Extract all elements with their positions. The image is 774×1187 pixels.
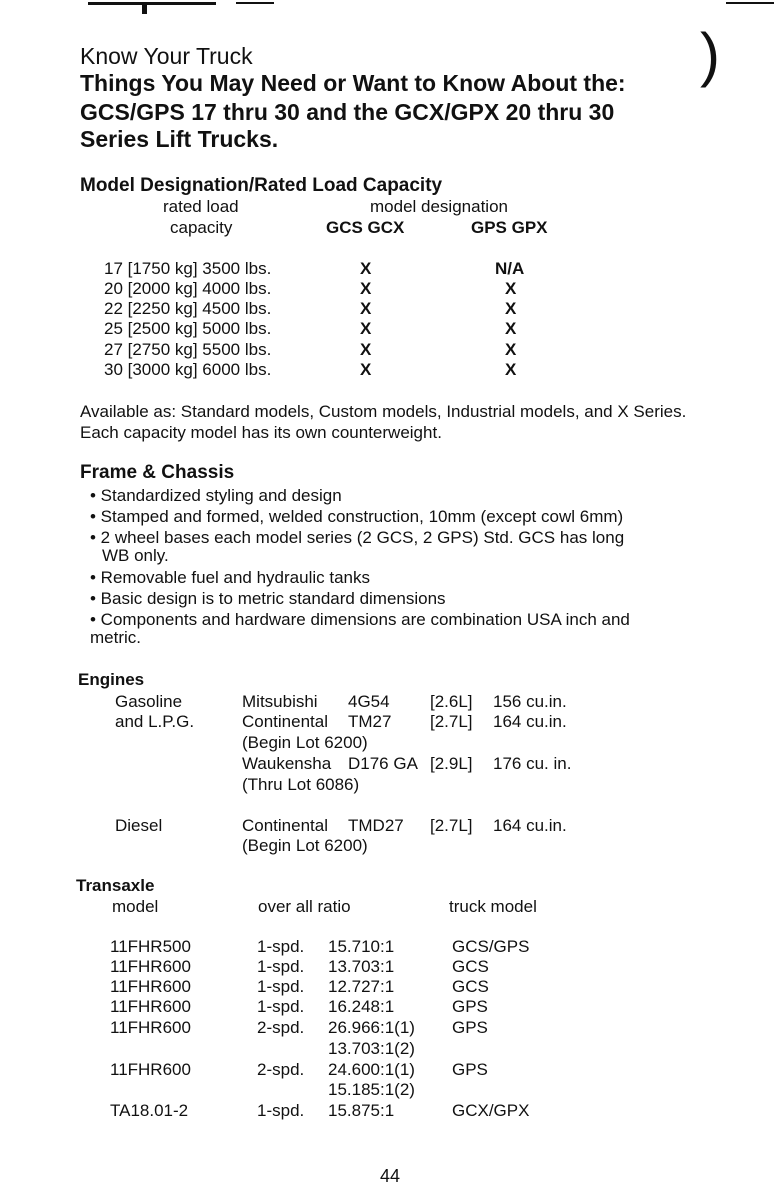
model-designation-heading: Model Designation/Rated Load Capacity (80, 175, 443, 196)
capacity-cell: 20 [2000 kg] 4000 lbs. (104, 279, 272, 298)
engine-cu-in: 176 cu. in. (493, 754, 572, 773)
transaxle-model: TA18.01-2 (110, 1101, 189, 1120)
page-number: 44 (380, 1166, 401, 1186)
frame-bullet: • Components and hardware dimensions are combination USA inch and (90, 610, 630, 629)
frame-bullet: • Removable fuel and hydraulic tanks (90, 568, 370, 587)
capacity-cell: 27 [2750 kg] 5500 lbs. (104, 340, 272, 359)
transaxle-speed: 1-spd. (257, 937, 305, 956)
engine-model: D176 GA (348, 754, 418, 773)
engine-cu-in: 164 cu.in. (493, 712, 567, 731)
transaxle-ratio: 24.600:1(1) (328, 1060, 415, 1079)
engine-make: Waukensha (242, 754, 332, 773)
transaxle-ratio: 15.710:1 (328, 937, 395, 956)
transaxle-speed: 1-spd. (257, 957, 305, 976)
engine-displacement: [2.7L] (430, 712, 473, 731)
gcs-cell: X (360, 259, 372, 278)
transaxle-ratio: 12.727:1 (328, 977, 395, 996)
gps-cell: X (505, 319, 517, 338)
transaxle-ratio: 16.248:1 (328, 997, 395, 1016)
capacity-header: capacity (170, 218, 233, 237)
engine-make: Continental (242, 816, 329, 835)
frame-bullet-continuation: metric. (90, 628, 141, 647)
engine-note: (Begin Lot 6200) (242, 733, 368, 752)
engine-note: (Begin Lot 6200) (242, 836, 368, 855)
capacity-cell: 30 [3000 kg] 6000 lbs. (104, 360, 272, 379)
frame-heading: Frame & Chassis (80, 462, 235, 483)
engine-displacement: [2.6L] (430, 692, 473, 711)
transaxle-model: 11FHR600 (110, 957, 191, 976)
gcs-cell: X (360, 319, 372, 338)
diesel-label: Diesel (115, 816, 163, 835)
transaxle-speed: 1-spd. (257, 1101, 305, 1120)
transaxle-speed: 1-spd. (257, 997, 305, 1016)
engine-cu-in: 164 cu.in. (493, 816, 567, 835)
capacity-cell: 22 [2250 kg] 4500 lbs. (104, 299, 272, 318)
engine-displacement: [2.7L] (430, 816, 473, 835)
transaxle-truck: GCS (452, 957, 489, 976)
transaxle-speed: 1-spd. (257, 977, 305, 996)
top-rule-dash (236, 2, 274, 4)
transaxle-ratio-header: over all ratio (258, 897, 351, 916)
top-rule-tick (142, 2, 147, 14)
top-rule-right (726, 2, 774, 4)
gcs-cell: X (360, 299, 372, 318)
engine-make: Mitsubishi (242, 692, 318, 711)
transaxle-ratio: 13.703:1 (328, 957, 395, 976)
gps-cell: N/A (495, 259, 525, 278)
page-title-line-2: GCS/GPS 17 thru 30 and the GCX/GPX 20 thru 30 (80, 99, 615, 125)
transaxle-model: 11FHR600 (110, 977, 191, 996)
page-title-line-3: Series Lift Trucks. (80, 126, 279, 152)
transaxle-speed: 2-spd. (257, 1060, 305, 1079)
frame-bullet: • Stamped and formed, welded construction, 10mm (except cowl 6mm) (90, 507, 624, 526)
engine-note: (Thru Lot 6086) (242, 775, 360, 794)
transaxle-model-header: model (112, 897, 159, 916)
transaxle-ratio: 13.703:1(2) (328, 1039, 415, 1058)
frame-bullet: • Standardized styling and design (90, 486, 342, 505)
capacity-cell: 17 [1750 kg] 3500 lbs. (104, 259, 272, 278)
frame-bullet: • 2 wheel bases each model series (2 GCS, 2 GPS) Std. GCS has long (90, 528, 625, 547)
transaxle-truck: GPS (452, 1060, 488, 1079)
transaxle-truck-header: truck model (449, 897, 537, 916)
page-eyebrow: Know Your Truck (80, 43, 253, 69)
gcs-cell: X (360, 279, 372, 298)
available-line-1: Available as: Standard models, Custom models, Industrial models, and X Series. (80, 402, 687, 421)
page-title-line-1: Things You May Need or Want to Know About the: (80, 70, 626, 96)
gcs-cell: X (360, 360, 372, 379)
transaxle-model: 11FHR600 (110, 997, 191, 1016)
transaxle-model: 11FHR600 (110, 1060, 191, 1079)
capacity-cell: 25 [2500 kg] 5000 lbs. (104, 319, 272, 338)
transaxle-ratio: 15.875:1 (328, 1101, 395, 1120)
frame-bullet: • Basic design is to metric standard dimensions (90, 589, 446, 608)
gps-cell: X (505, 340, 517, 359)
transaxle-truck: GPS (452, 1018, 488, 1037)
engine-cu-in: 156 cu.in. (493, 692, 567, 711)
transaxle-ratio: 15.185:1(2) (328, 1080, 415, 1099)
rated-load-header: rated load (163, 197, 239, 216)
engine-displacement: [2.9L] (430, 754, 473, 773)
transaxle-truck: GCS/GPS (452, 937, 530, 956)
transaxle-heading: Transaxle (76, 876, 155, 895)
available-line-2: Each capacity model has its own counterweight. (80, 423, 442, 442)
engine-model: TM27 (348, 712, 392, 731)
frame-bullet-continuation: WB only. (102, 546, 169, 565)
lpg-label: and L.P.G. (115, 712, 195, 731)
gps-cell: X (505, 279, 517, 298)
transaxle-model: 11FHR600 (110, 1018, 191, 1037)
transaxle-ratio: 26.966:1(1) (328, 1018, 415, 1037)
transaxle-model: 11FHR500 (110, 937, 191, 956)
transaxle-speed: 2-spd. (257, 1018, 305, 1037)
transaxle-truck: GCX/GPX (452, 1101, 530, 1120)
gps-gpx-header: GPS GPX (471, 218, 548, 237)
margin-paren: ) (700, 21, 720, 88)
gps-cell: X (505, 299, 517, 318)
transaxle-truck: GPS (452, 997, 488, 1016)
engine-make: Continental (242, 712, 329, 731)
engines-heading: Engines (78, 670, 145, 689)
gps-cell: X (505, 360, 517, 379)
gcs-gcx-header: GCS GCX (326, 218, 405, 237)
engine-model: 4G54 (348, 692, 390, 711)
model-designation-header: model designation (370, 197, 508, 216)
gasoline-label: Gasoline (115, 692, 183, 711)
transaxle-truck: GCS (452, 977, 489, 996)
gcs-cell: X (360, 340, 372, 359)
top-rule-left (88, 2, 216, 5)
engine-model: TMD27 (348, 816, 404, 835)
